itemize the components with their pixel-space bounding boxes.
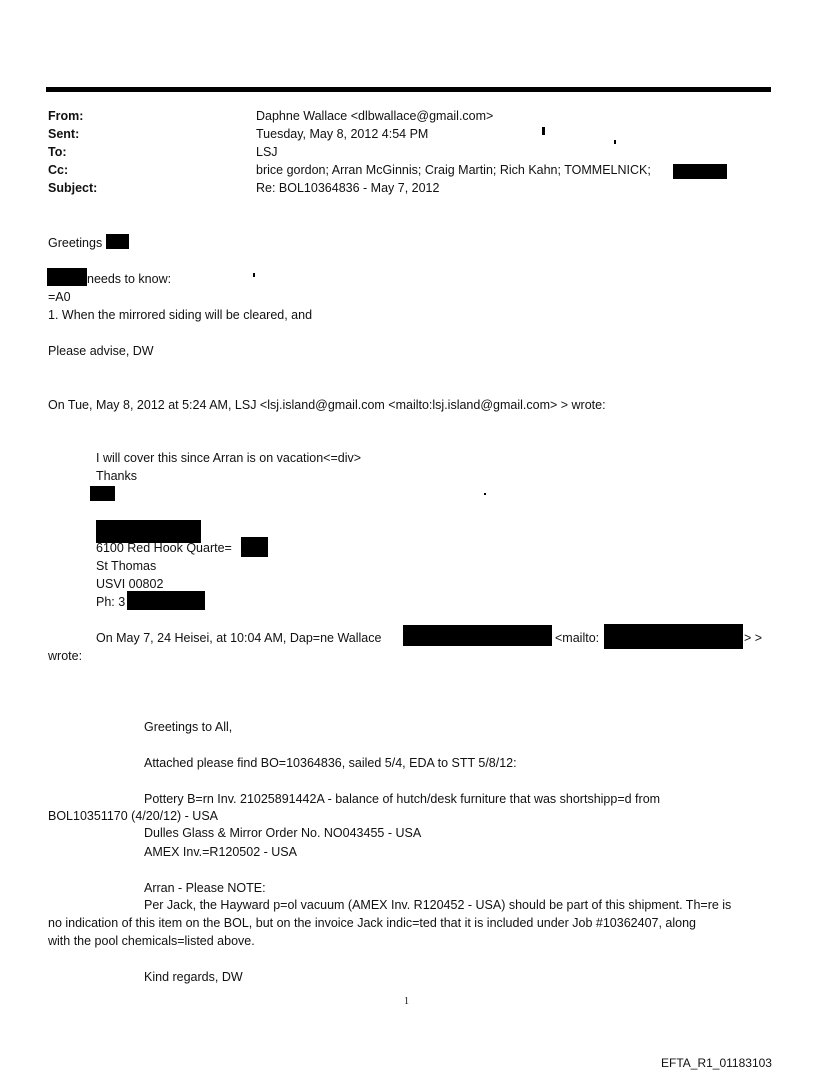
to-label: To:	[48, 145, 67, 159]
sent-label: Sent:	[48, 127, 80, 141]
cc-value: brice gordon; Arran McGinnis; Craig Martin; Rich Kahn; TOMMELNICK;	[256, 163, 651, 177]
address-line-1: 6100 Red Hook Quarte=	[96, 541, 232, 555]
page-number: 1	[404, 996, 409, 1007]
redaction-box	[90, 486, 115, 501]
subject-value: Re: BOL10364836 - May 7, 2012	[256, 181, 440, 195]
note-line: Arran - Please NOTE:	[144, 881, 266, 895]
redaction-box	[604, 624, 743, 649]
phone-line: Ph: 3	[96, 595, 126, 609]
mailto-close: > >	[744, 631, 763, 645]
scan-mark	[542, 127, 545, 135]
please-advise: Please advise, DW	[48, 344, 154, 358]
perjack-line-3: with the pool chemicals=listed above.	[48, 934, 255, 948]
wrote-line: wrote:	[48, 649, 83, 663]
thanks-line: Thanks	[96, 469, 137, 483]
redaction-box	[47, 268, 87, 286]
scan-mark	[253, 273, 255, 277]
to-value: LSJ	[256, 145, 278, 159]
perjack-line-1: Per Jack, the Hayward p=ol vacuum (AMEX Inv. R120452 - USA) should be part of this shipment. Th=re is	[144, 898, 732, 912]
redaction-box	[403, 625, 552, 646]
a0-line: =A0	[48, 290, 71, 304]
reply-header-may: On May 7, 24 Heisei, at 10:04 AM, Dap=ne Wallace	[96, 631, 382, 645]
redaction-box	[127, 591, 205, 610]
address-line-3: USVI 00802	[96, 577, 164, 591]
redaction-box	[96, 520, 201, 543]
amex-line: AMEX Inv.=R120502 - USA	[144, 845, 297, 859]
kind-regards: Kind regards, DW	[144, 970, 243, 984]
cc-label: Cc:	[48, 163, 69, 177]
subject-label: Subject:	[48, 181, 98, 195]
reply-header-tue: On Tue, May 8, 2012 at 5:24 AM, LSJ <lsj.island@gmail.com <mailto:lsj.island@gmail.com> > wrote:	[48, 398, 606, 412]
from-value: Daphne Wallace <dlbwallace@gmail.com>	[256, 109, 494, 123]
pottery-line-2: BOL10351170 (4/20/12) - USA	[48, 809, 219, 823]
scan-mark	[484, 493, 486, 495]
greetings-all: Greetings to All,	[144, 720, 233, 734]
attached-line: Attached please find BO=10364836, sailed 5/4, EDA to STT 5/8/12:	[144, 756, 517, 770]
pottery-line-1: Pottery B=rn Inv. 21025891442A - balance of hutch/desk furniture that was shortshipp=d from	[144, 792, 661, 806]
needs-to-know: needs to know:	[87, 272, 172, 286]
sent-value: Tuesday, May 8, 2012 4:54 PM	[256, 127, 429, 141]
address-line-2: St Thomas	[96, 559, 157, 573]
from-label: From:	[48, 109, 84, 123]
perjack-line-2: no indication of this item on the BOL, but on the invoice Jack indic=ted that it is included under Job #10362407, along	[48, 916, 696, 930]
header-rule	[46, 87, 771, 92]
dulles-line: Dulles Glass & Mirror Order No. NO043455 - USA	[144, 826, 422, 840]
document-id: EFTA_R1_01183103	[661, 1056, 772, 1070]
greeting: Greetings	[48, 236, 103, 250]
scan-mark	[614, 140, 616, 144]
cover-line: I will cover this since Arran is on vacation<=div>	[96, 451, 362, 465]
redaction-box	[106, 234, 129, 249]
redaction-box	[241, 537, 268, 557]
mailto-text: <mailto:	[555, 631, 600, 645]
redaction-box	[673, 164, 727, 179]
item-1: 1. When the mirrored siding will be cleared, and	[48, 308, 313, 322]
